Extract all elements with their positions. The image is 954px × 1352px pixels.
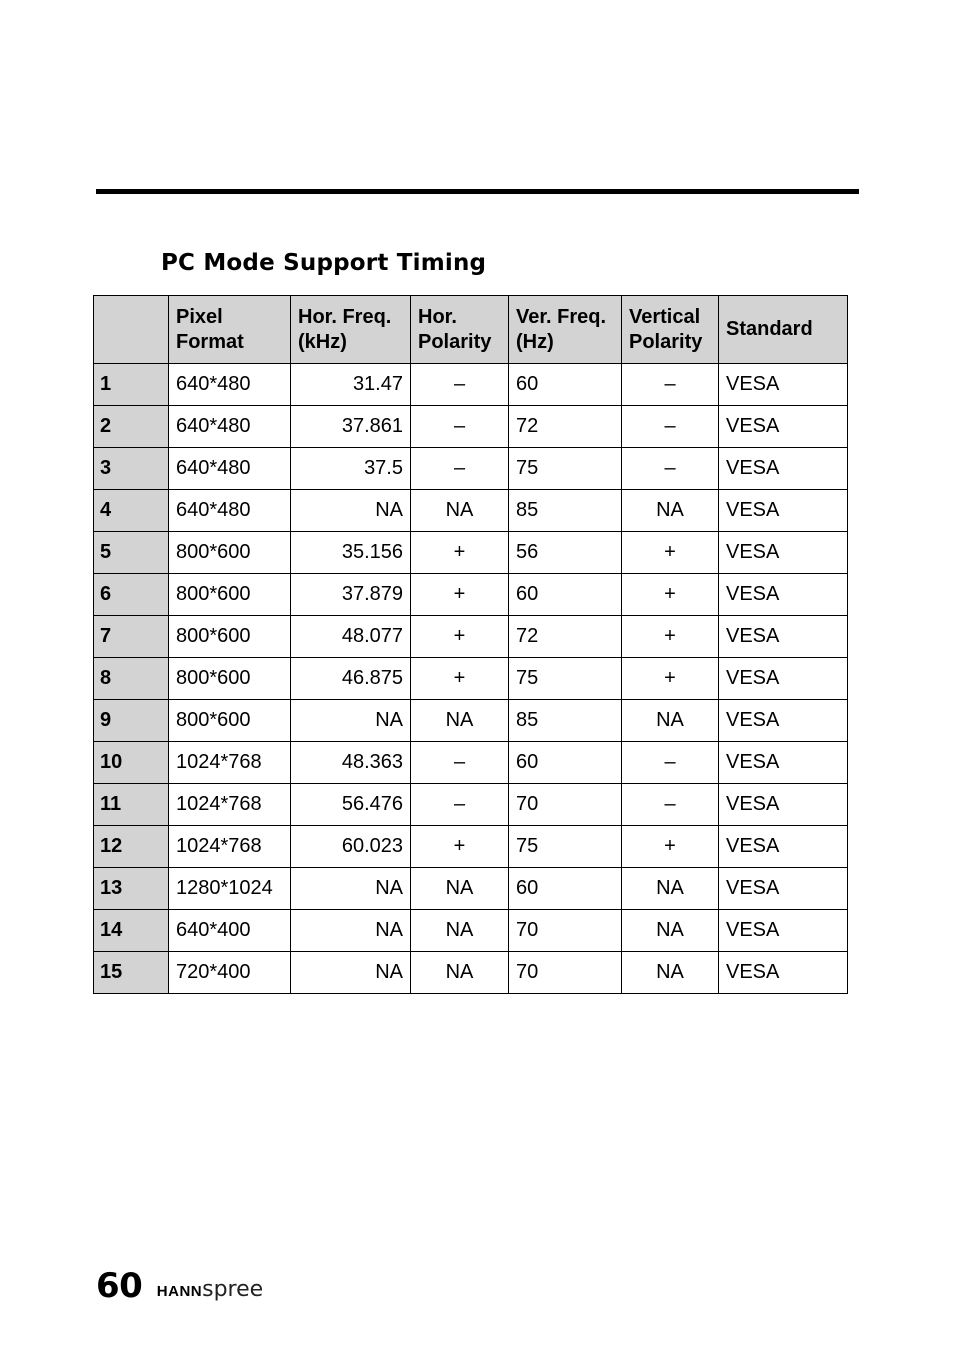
cell-vertical-polarity: + [622,658,719,700]
cell-ver-freq: 72 [509,406,622,448]
cell-index: 4 [94,490,169,532]
cell-pixel-format: 1024*768 [169,742,291,784]
cell-pixel-format: 800*600 [169,574,291,616]
cell-ver-freq: 70 [509,952,622,994]
cell-hor-freq: 37.5 [291,448,411,490]
table-row [94,784,848,826]
cell-hor-polarity: – [411,364,509,406]
cell-index: 13 [94,868,169,910]
cell-ver-freq: 72 [509,616,622,658]
cell-hor-polarity: NA [411,952,509,994]
cell-index: 9 [94,700,169,742]
cell-pixel-format: 800*600 [169,658,291,700]
cell-vertical-polarity: + [622,532,719,574]
table-row [94,616,848,658]
cell-pixel-format: 1024*768 [169,784,291,826]
cell-vertical-polarity: NA [622,910,719,952]
table-row [94,448,848,490]
cell-ver-freq: 85 [509,700,622,742]
table-row [94,490,848,532]
cell-index: 7 [94,616,169,658]
cell-hor-freq: NA [291,700,411,742]
table-row [94,406,848,448]
brand-logo-bold: HANN [156,1283,203,1300]
cell-pixel-format: 800*600 [169,532,291,574]
table-row [94,868,848,910]
cell-hor-polarity: – [411,784,509,826]
cell-hor-freq: 60.023 [291,826,411,868]
cell-pixel-format: 800*600 [169,616,291,658]
header-ver-freq: Ver. Freq. (Hz) [509,296,622,364]
cell-vertical-polarity: – [622,448,719,490]
cell-vertical-polarity: – [622,406,719,448]
cell-hor-freq: NA [291,868,411,910]
cell-ver-freq: 70 [509,784,622,826]
table-row [94,364,848,406]
header-hor-freq: Hor. Freq. (kHz) [291,296,411,364]
table-row [94,700,848,742]
cell-ver-freq: 85 [509,490,622,532]
cell-standard: VESA [719,700,848,742]
cell-standard: VESA [719,952,848,994]
table-row [94,574,848,616]
cell-hor-freq: NA [291,952,411,994]
cell-ver-freq: 75 [509,658,622,700]
cell-standard: VESA [719,868,848,910]
cell-index: 12 [94,826,169,868]
cell-standard: VESA [719,406,848,448]
header-row [94,296,848,364]
cell-index: 6 [94,574,169,616]
cell-hor-freq: 31.47 [291,364,411,406]
cell-standard: VESA [719,742,848,784]
cell-standard: VESA [719,364,848,406]
cell-hor-freq: 35.156 [291,532,411,574]
cell-vertical-polarity: + [622,826,719,868]
cell-pixel-format: 720*400 [169,952,291,994]
cell-vertical-polarity: + [622,574,719,616]
cell-ver-freq: 56 [509,532,622,574]
cell-standard: VESA [719,448,848,490]
cell-hor-polarity: + [411,826,509,868]
cell-index: 11 [94,784,169,826]
cell-ver-freq: 70 [509,910,622,952]
cell-pixel-format: 640*400 [169,910,291,952]
cell-index: 15 [94,952,169,994]
cell-hor-polarity: NA [411,910,509,952]
cell-vertical-polarity: NA [622,490,719,532]
cell-vertical-polarity: NA [622,952,719,994]
cell-hor-freq: NA [291,490,411,532]
cell-index: 5 [94,532,169,574]
cell-hor-polarity: NA [411,868,509,910]
cell-pixel-format: 640*480 [169,490,291,532]
cell-ver-freq: 60 [509,364,622,406]
cell-hor-polarity: – [411,406,509,448]
cell-hor-freq: NA [291,910,411,952]
table-row [94,658,848,700]
cell-ver-freq: 60 [509,742,622,784]
table-row [94,910,848,952]
cell-vertical-polarity: – [622,742,719,784]
header-hor-polarity: Hor. Polarity [411,296,509,364]
section-title: PC Mode Support Timing [161,250,487,276]
cell-pixel-format: 1280*1024 [169,868,291,910]
cell-standard: VESA [719,826,848,868]
cell-ver-freq: 75 [509,826,622,868]
cell-hor-polarity: + [411,574,509,616]
cell-ver-freq: 75 [509,448,622,490]
cell-hor-polarity: NA [411,490,509,532]
cell-vertical-polarity: NA [622,868,719,910]
cell-ver-freq: 60 [509,868,622,910]
brand-logo-light: spree [202,1277,264,1302]
cell-hor-polarity: – [411,448,509,490]
table-row [94,742,848,784]
cell-vertical-polarity: + [622,616,719,658]
page-footer [96,1266,263,1306]
cell-hor-polarity: – [411,742,509,784]
cell-pixel-format: 640*480 [169,364,291,406]
cell-hor-freq: 37.879 [291,574,411,616]
cell-hor-polarity: NA [411,700,509,742]
cell-hor-freq: 56.476 [291,784,411,826]
cell-standard: VESA [719,490,848,532]
cell-standard: VESA [719,574,848,616]
cell-pixel-format: 1024*768 [169,826,291,868]
cell-index: 1 [94,364,169,406]
cell-pixel-format: 800*600 [169,700,291,742]
cell-standard: VESA [719,784,848,826]
cell-vertical-polarity: – [622,364,719,406]
cell-index: 14 [94,910,169,952]
cell-hor-polarity: + [411,658,509,700]
cell-index: 3 [94,448,169,490]
table-row [94,952,848,994]
cell-index: 8 [94,658,169,700]
cell-vertical-polarity: NA [622,700,719,742]
table-row [94,532,848,574]
cell-ver-freq: 60 [509,574,622,616]
header-pixel-format: Pixel Format [169,296,291,364]
cell-standard: VESA [719,616,848,658]
cell-vertical-polarity: – [622,784,719,826]
cell-hor-polarity: + [411,532,509,574]
cell-hor-freq: 48.363 [291,742,411,784]
cell-standard: VESA [719,658,848,700]
cell-index: 10 [94,742,169,784]
brand-logo [157,1276,263,1302]
header-index [94,296,169,364]
header-vertical-polarity: Vertical Polarity [622,296,719,364]
cell-pixel-format: 640*480 [169,448,291,490]
timing-table-body [94,364,848,994]
cell-hor-polarity: + [411,616,509,658]
table-row [94,826,848,868]
page-number: 60 [96,1266,143,1306]
cell-hor-freq: 48.077 [291,616,411,658]
cell-hor-freq: 46.875 [291,658,411,700]
cell-hor-freq: 37.861 [291,406,411,448]
timing-table [93,295,848,994]
top-rule [96,189,859,194]
cell-standard: VESA [719,910,848,952]
cell-pixel-format: 640*480 [169,406,291,448]
cell-standard: VESA [719,532,848,574]
header-standard: Standard [719,296,848,364]
cell-index: 2 [94,406,169,448]
